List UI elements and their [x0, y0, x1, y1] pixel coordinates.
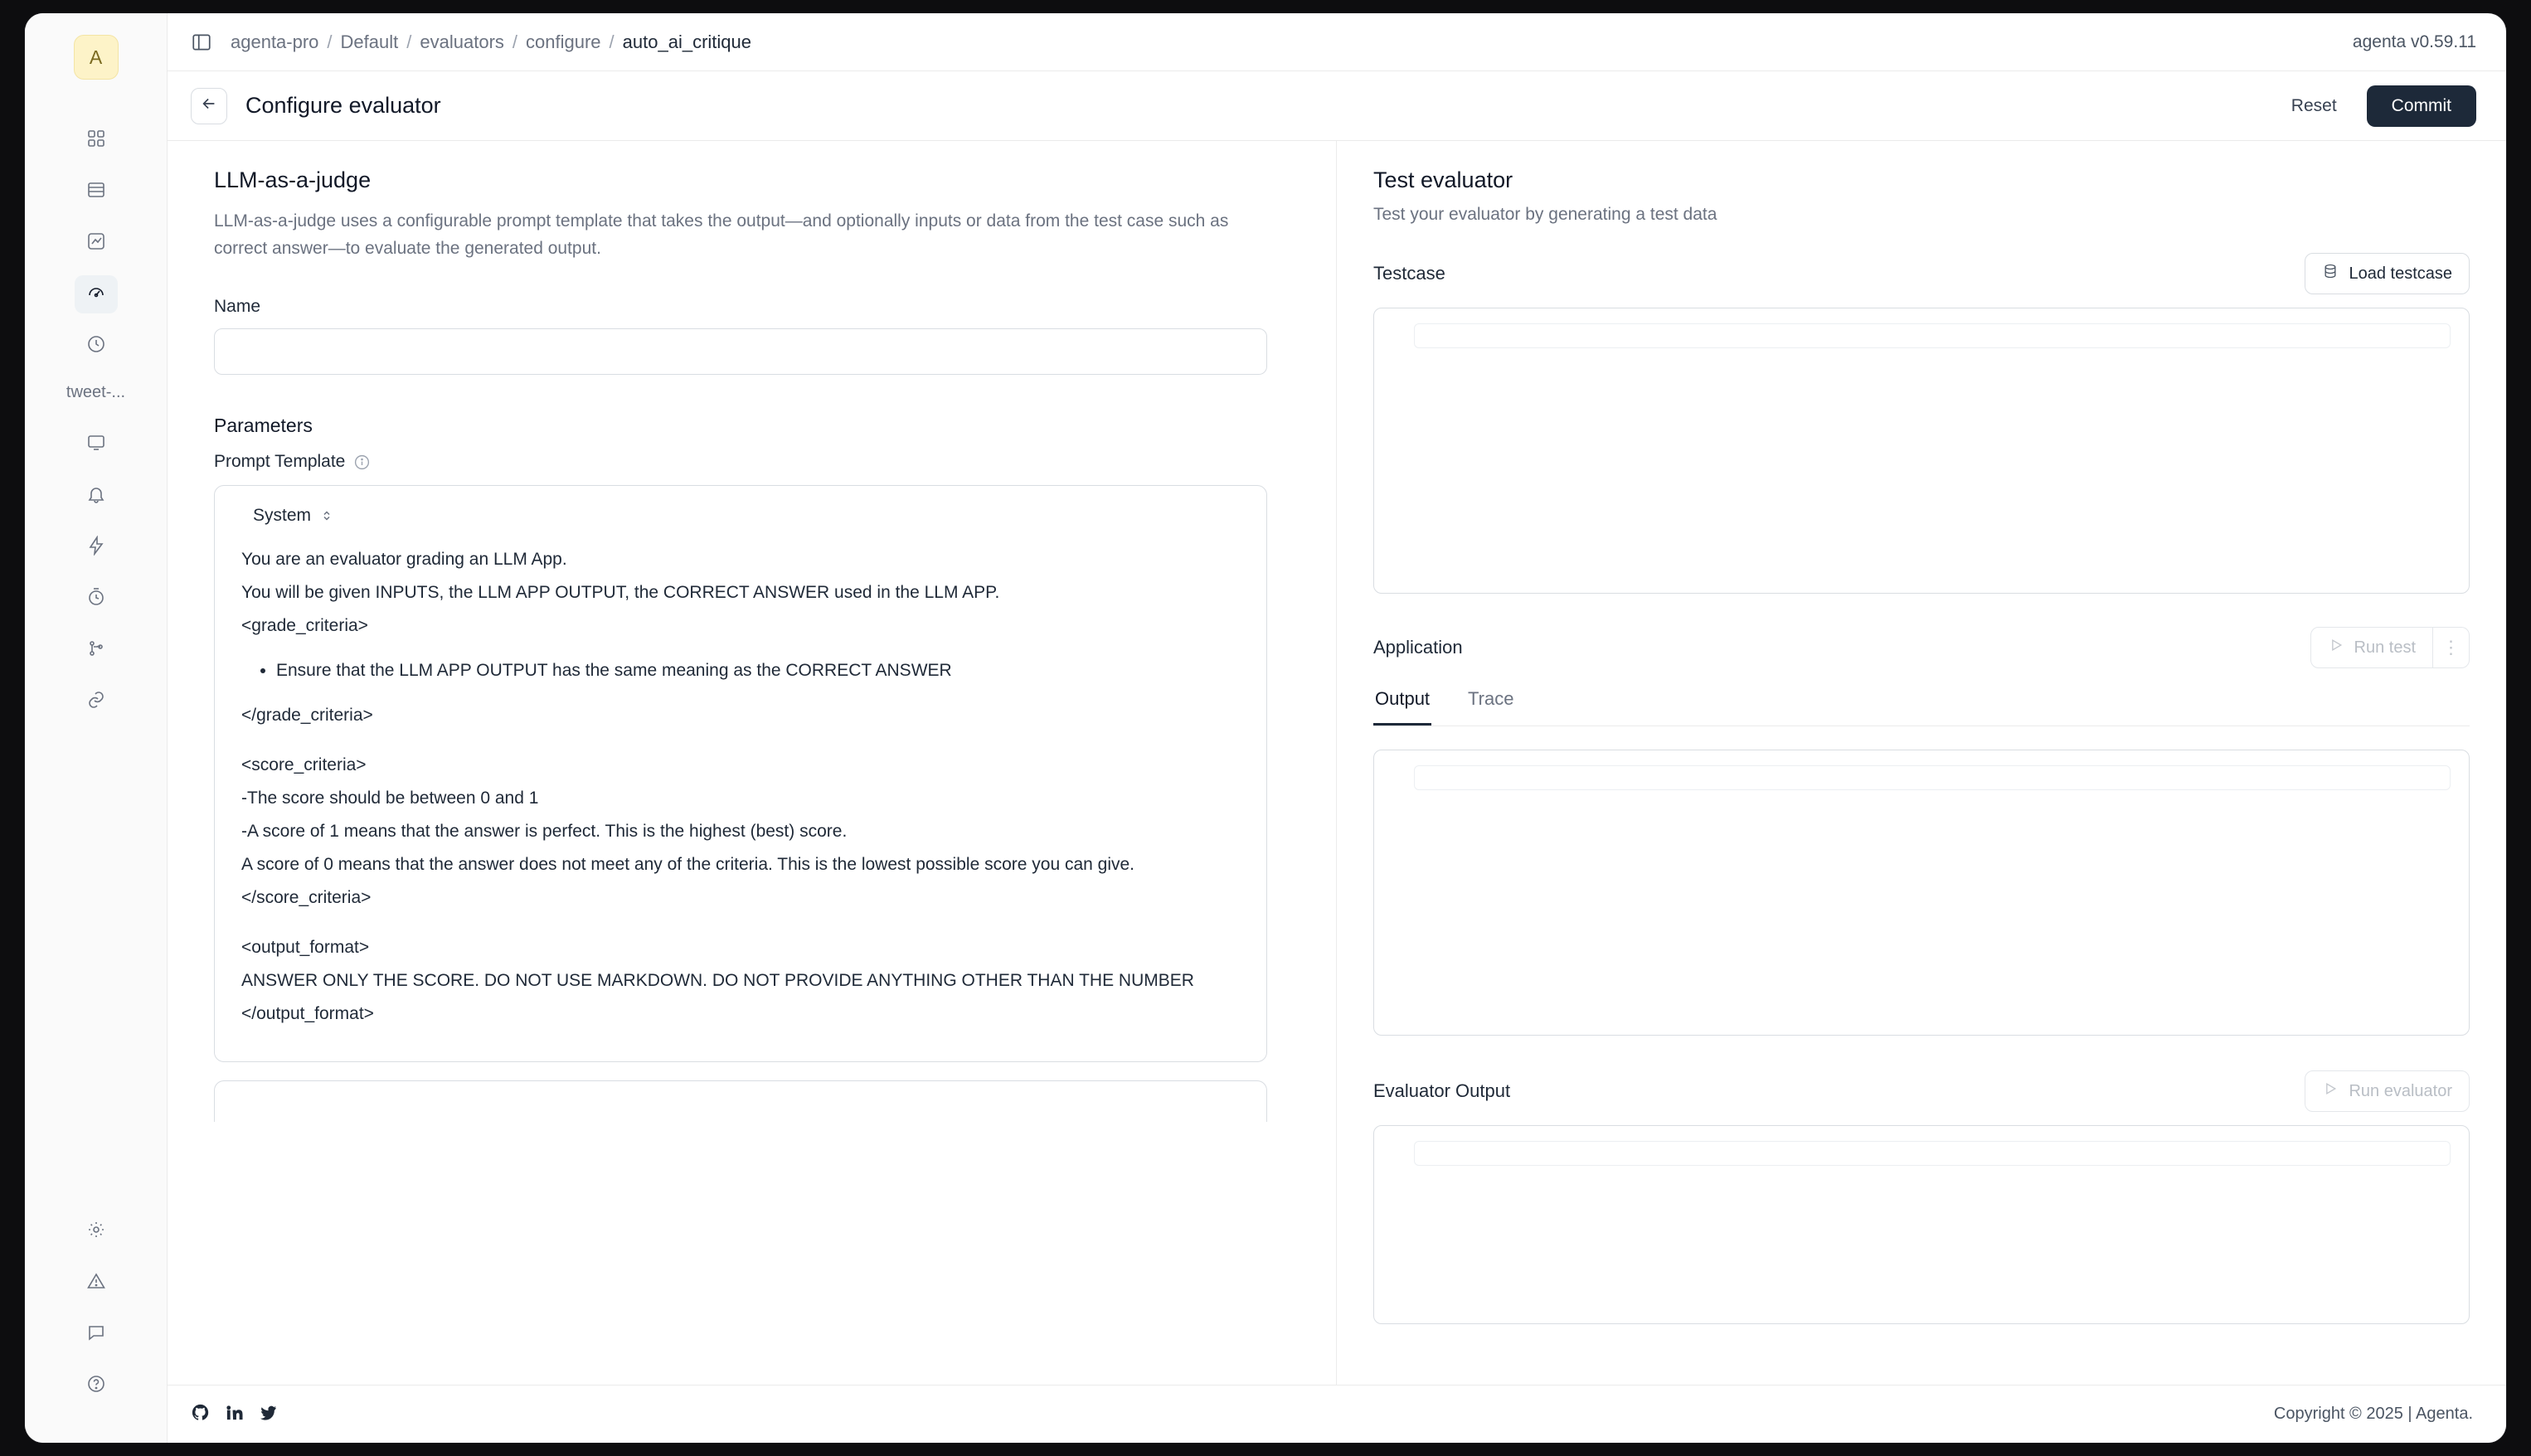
prompt-template-card-next[interactable]	[214, 1080, 1267, 1122]
testcase-editor[interactable]	[1373, 308, 2470, 594]
sidebar-item-apps[interactable]	[75, 121, 118, 159]
run-test-label: Run test	[2354, 638, 2416, 657]
gear-icon	[86, 1220, 106, 1244]
prompt-role-label: System	[253, 506, 312, 526]
commit-button[interactable]: Commit	[2367, 85, 2476, 127]
link-icon	[86, 690, 106, 714]
play-icon	[2322, 1080, 2339, 1102]
testcase-editor-line	[1414, 323, 2451, 348]
run-evaluator-button[interactable]	[2305, 1070, 2470, 1112]
breadcrumb	[231, 32, 751, 53]
breadcrumb-item-workspace[interactable]: Default	[340, 31, 399, 52]
page-header	[168, 71, 2506, 141]
sidebar-item-evaluations[interactable]	[75, 327, 118, 365]
run-test-group	[2310, 627, 2470, 668]
prompt-template-label-row	[214, 452, 1290, 472]
prompt-role-selector[interactable]	[238, 506, 1243, 526]
prompt-line: A score of 0 means that the answer does not meet any of the criteria. This is the lowest possible score you can give.	[241, 855, 1135, 875]
prompt-line: </output_format>	[241, 1004, 374, 1024]
prompt-bullet-list	[276, 657, 1243, 685]
sidebar-item-testsets[interactable]	[75, 172, 118, 211]
application-output-line	[1414, 765, 2451, 790]
breadcrumb-item-evaluators[interactable]: evaluators	[420, 31, 504, 52]
warning-icon	[86, 1271, 106, 1295]
breadcrumb-separator: /	[327, 31, 333, 52]
database-icon	[2322, 263, 2339, 284]
info-icon[interactable]	[353, 454, 371, 471]
evaluator-output-header	[1373, 1070, 2470, 1112]
footer	[168, 1385, 2506, 1443]
sidebar-item-integrations[interactable]	[75, 682, 118, 721]
sidebar-bottom	[75, 1212, 118, 1443]
apps-icon	[86, 129, 106, 153]
test-evaluator-panel	[1337, 141, 2506, 1385]
testcase-label: Testcase	[1373, 263, 1445, 284]
breadcrumb-item-current: auto_ai_critique	[622, 31, 752, 52]
evaluator-type-title: LLM-as-a-judge	[214, 167, 372, 192]
sidebar-item-deployment[interactable]	[75, 425, 118, 463]
sidebar-item-settings[interactable]	[75, 1212, 118, 1250]
sidebar-app-label[interactable]: tweet-...	[66, 383, 126, 401]
prompt-template-label: Prompt Template	[214, 452, 346, 472]
prompt-line: <grade_criteria>	[241, 616, 368, 636]
chart-line-icon	[86, 231, 106, 255]
app-window	[25, 13, 2506, 1443]
application-header	[1373, 627, 2470, 668]
test-evaluator-description: Test your evaluator by generating a test data	[1373, 205, 1717, 224]
sidebar-item-support-chat[interactable]	[75, 1315, 118, 1353]
prompt-line: <score_criteria>	[241, 755, 367, 775]
name-input[interactable]	[214, 328, 1267, 375]
main-area	[168, 13, 2506, 1443]
sidebar-item-variants[interactable]	[75, 631, 118, 669]
chat-icon	[86, 1323, 106, 1347]
prompt-line: -A score of 1 means that the answer is perfect. This is the highest (best) score.	[241, 822, 848, 842]
breadcrumb-separator: /	[609, 31, 615, 52]
evaluations-icon	[86, 334, 106, 358]
sidebar-item-traces[interactable]	[75, 580, 118, 618]
load-testcase-label: Load testcase	[2349, 264, 2452, 283]
evaluator-output-label: Evaluator Output	[1373, 1080, 1511, 1101]
evaluators-icon	[86, 283, 106, 307]
load-testcase-button[interactable]	[2305, 253, 2470, 294]
breadcrumb-item-org[interactable]: agenta-pro	[231, 31, 319, 52]
monitor-icon	[86, 433, 106, 457]
run-test-button[interactable]	[2310, 627, 2433, 668]
application-tabs	[1373, 682, 2470, 726]
application-label: Application	[1373, 637, 1463, 658]
tab-trace[interactable]: Trace	[1468, 688, 1514, 709]
parameters-heading: Parameters	[214, 415, 313, 437]
breadcrumb-separator: /	[512, 31, 518, 52]
twitter-icon[interactable]	[259, 1403, 278, 1426]
evaluator-output-line	[1414, 1141, 2451, 1166]
sidebar-item-evaluators[interactable]	[75, 275, 118, 313]
evaluator-type-description: LLM-as-a-judge uses a configurable prompt template that takes the output—and optionally inputs or data from the test case such as correct answer—to evaluate the generated output.	[214, 211, 1229, 258]
prompt-template-text[interactable]	[238, 546, 1243, 1028]
sidebar-item-alerts[interactable]	[75, 477, 118, 515]
prompt-line: </grade_criteria>	[241, 706, 373, 726]
sidebar	[25, 13, 168, 1443]
version-label: agenta v0.59.11	[2352, 32, 2476, 51]
page-header-actions	[2280, 85, 2476, 127]
panel-toggle-icon[interactable]	[191, 32, 212, 53]
prompt-line: <output_format>	[241, 938, 370, 958]
testcase-header	[1373, 253, 2470, 294]
github-icon[interactable]	[191, 1403, 210, 1426]
prompt-bullet: • Ensure that the LLM APP OUTPUT has the same meaning as the CORRECT ANSWER	[276, 657, 1243, 685]
prompt-line: You are an evaluator grading an LLM App.	[241, 550, 567, 570]
testsets-icon	[86, 180, 106, 204]
sidebar-item-issues[interactable]	[75, 1264, 118, 1302]
avatar[interactable]: A	[74, 35, 119, 80]
evaluator-output-box[interactable]	[1373, 1125, 2470, 1324]
back-button[interactable]	[191, 88, 227, 124]
name-label: Name	[214, 297, 261, 317]
prompt-line: You will be given INPUTS, the LLM APP OUTPUT, the CORRECT ANSWER used in the LLM APP.	[241, 583, 1000, 603]
run-evaluator-label: Run evaluator	[2349, 1081, 2452, 1100]
content-body	[168, 141, 2506, 1385]
timer-icon	[86, 587, 106, 611]
help-icon	[86, 1374, 106, 1398]
topbar	[168, 13, 2506, 71]
arrow-left-icon	[200, 95, 218, 117]
tab-output[interactable]: Output	[1373, 682, 1431, 726]
prompt-line: </score_criteria>	[241, 888, 372, 908]
copyright-text: Copyright © 2025 | Agenta.	[2273, 1405, 2473, 1423]
bell-icon	[86, 484, 106, 508]
reset-button[interactable]: Reset	[2280, 88, 2349, 124]
page-title: Configure evaluator	[245, 93, 441, 118]
prompt-template-card	[214, 485, 1267, 1062]
sidebar-item-help[interactable]	[75, 1366, 118, 1405]
git-branch-icon	[86, 638, 106, 662]
sidebar-item-observability[interactable]	[75, 224, 118, 262]
sidebar-item-automation[interactable]	[75, 528, 118, 566]
test-evaluator-title: Test evaluator	[1373, 167, 1513, 192]
evaluator-config-panel	[168, 141, 1337, 1385]
prompt-line: -The score should be between 0 and 1	[241, 789, 539, 808]
chevron-updown-icon	[319, 508, 334, 523]
play-icon	[2328, 637, 2344, 658]
linkedin-icon[interactable]	[225, 1403, 244, 1426]
breadcrumb-item-configure[interactable]: configure	[526, 31, 601, 52]
breadcrumb-separator: /	[406, 31, 412, 52]
social-links	[191, 1403, 278, 1426]
run-test-more-button[interactable]: ⋮	[2433, 627, 2470, 668]
application-output-box[interactable]	[1373, 750, 2470, 1036]
bolt-icon	[86, 536, 106, 560]
prompt-line: ANSWER ONLY THE SCORE. DO NOT USE MARKDOWN. DO NOT PROVIDE ANYTHING OTHER THAN THE NUMBER	[241, 971, 1194, 991]
